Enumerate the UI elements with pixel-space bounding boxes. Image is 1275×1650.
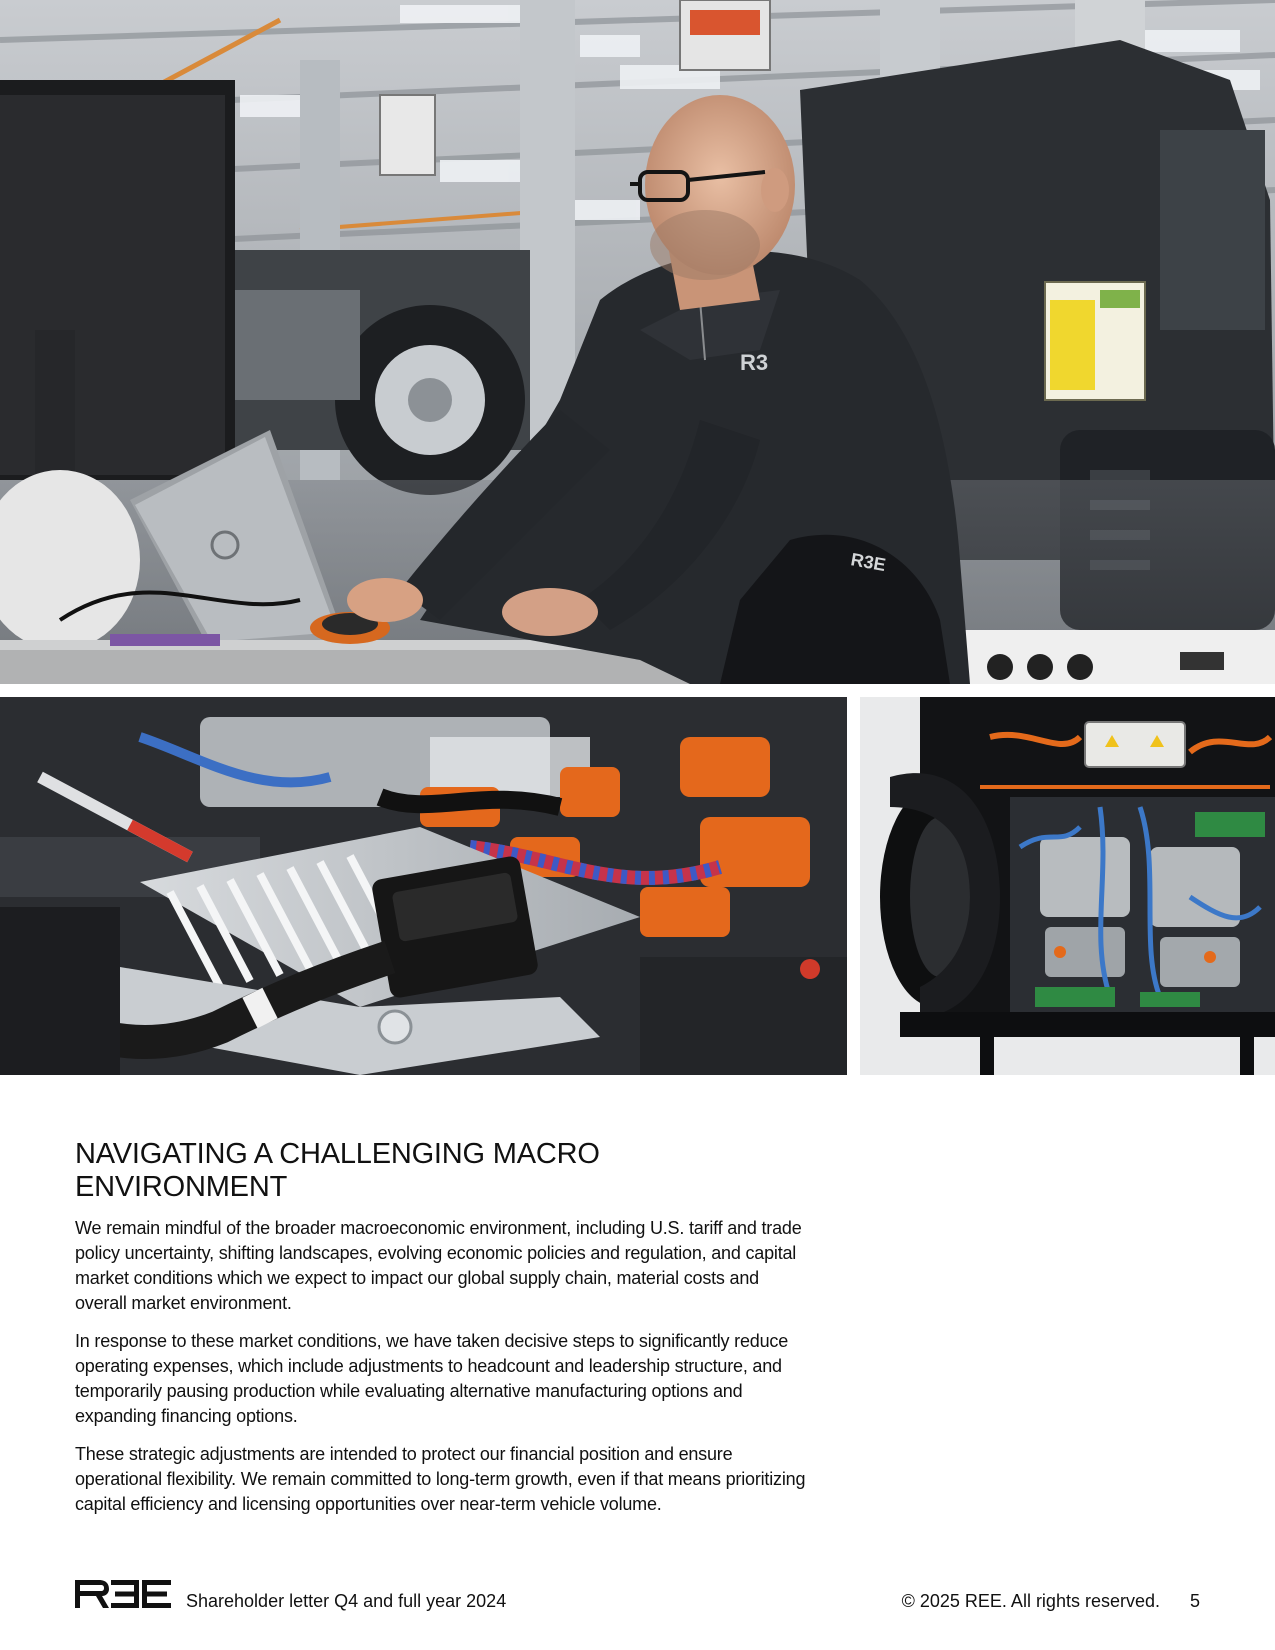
paragraph-3: These strategic adjustments are intended to protect our financial position and ensure operational flexibility. We remain committed to long-term growth, even if that means prioritizing capital efficiency and licensing opportunities over near-term vehicle volume.: [75, 1444, 806, 1514]
document-title: Shareholder letter Q4 and full year 2024: [186, 1591, 507, 1611]
hero-photo: [0, 0, 1275, 684]
copyright-notice: © 2025 REE. All rights reserved.: [901, 1591, 1160, 1611]
section-heading-line2: ENVIRONMENT: [75, 1171, 288, 1203]
section-heading-line1: NAVIGATING A CHALLENGING MACRO: [75, 1138, 600, 1170]
svg-text:R3: R3: [740, 350, 769, 375]
section-body: [75, 1216, 815, 1530]
paragraph-2: In response to these market conditions, we have taken decisive steps to significantly reduce operating expenses, which include adjustments to headcount and leadership structure, and temporarily pausing production while evaluating alternative manufacturing options and expanding financing options.: [75, 1331, 788, 1426]
ree-logo: [75, 1580, 171, 1608]
svg-text:R3E: R3E: [849, 549, 888, 576]
controller-closeup-photo: [0, 697, 847, 1075]
paragraph-1: We remain mindful of the broader macroeconomic environment, including U.S. tariff and trade policy uncertainty, shifting landscapes, evolving economic policies and regulation, and capital market conditions which we expect to impact our global supply chain, material costs and overall market environment.: [75, 1218, 802, 1313]
corner-module-photo: [860, 697, 1275, 1075]
page-footer: [75, 1580, 1200, 1620]
page-number: 5: [1189, 1591, 1200, 1611]
section-heading: [75, 1138, 795, 1204]
